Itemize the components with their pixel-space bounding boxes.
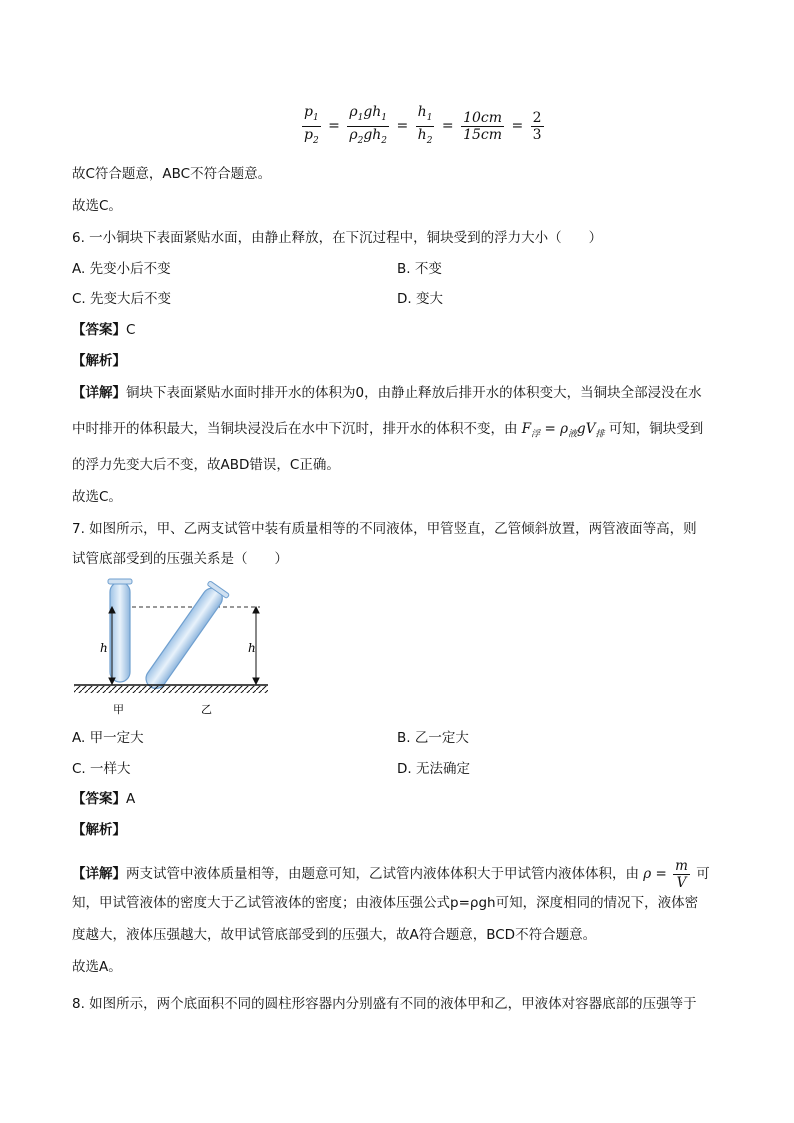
q7-detail-line-1: 【详解】两支试管中液体质量相等，由题意可知，乙试管内液体体积大于甲试管内液体体积，由 ρ = $\frac{m}{V}$ 可 <box>72 858 710 891</box>
fraction-2-3: $\frac{2}{3}$ <box>532 109 542 143</box>
answer-value: C <box>126 322 136 338</box>
q6-conclusion: 故选C。 <box>72 489 122 505</box>
q6-stem: 6. 一小铜块下表面紧贴水面，由静止释放，在下沉过程中，铜块受到的浮力大小（ ） <box>72 230 603 246</box>
pressure-ratio-formula: $\frac{p_1}{p_2}$ = $\frac{\rho_1gh_1}{\rho_2gh_2}$ = $\frac{h_1}{h_2}$ = $\frac{10cm}{15cm}$ = $\frac{2}{3}$ <box>300 104 546 149</box>
q7-option-b: B. 乙一定大 <box>397 730 469 746</box>
q6-detail-line-2: 中时排开的体积最大，当铜块浸没后在水中下沉时，排开水的体积不变，由 $F_浮 = \rho_液gV_排$ 可知，铜块受到 <box>72 421 704 440</box>
label-jia: 甲 <box>113 703 124 716</box>
q7-detail-line-2: 知，甲试管液体的密度大于乙试管液体的密度；由液体压强公式p=ρgh可知，深度相同的情况下，液体密 <box>72 895 699 911</box>
fraction-h1-h2: $\frac{h_1}{h_2}$ <box>417 104 433 146</box>
q5-conclusion-line: 故C符合题意，ABC不符合题意。 <box>72 166 272 182</box>
q5-choice-line: 故选C。 <box>72 198 122 214</box>
q7-option-c: C. 一样大 <box>72 761 131 777</box>
answer-tag: 【答案】 <box>72 791 126 807</box>
q7-answer-line <box>72 790 135 808</box>
answer-value: A <box>126 791 136 807</box>
q6-analysis-tag: 【解析】 <box>72 353 126 369</box>
q7-stem-line-2: 试管底部受到的压强关系是（ ） <box>72 551 288 567</box>
left-h-label: h <box>100 641 108 655</box>
density-formula: ρ = $\frac{m}{V}$ <box>643 858 688 891</box>
q8-stem-line-1: 8. 如图所示，两个底面积不同的圆柱形容器内分别盛有不同的液体甲和乙，甲液体对容器底部的压强等于 <box>72 996 697 1012</box>
q7-option-d: D. 无法确定 <box>397 761 470 777</box>
q6-option-b: B. 不变 <box>397 261 442 277</box>
tube-yi <box>140 581 229 694</box>
answer-tag: 【答案】 <box>72 322 126 338</box>
ground-hatch <box>74 686 268 693</box>
q6-option-d: D. 变大 <box>397 291 443 307</box>
detail-tag: 【详解】 <box>72 866 126 882</box>
fraction-rho-g-h: $\frac{\rho_1gh_1}{\rho_2gh_2}$ <box>349 104 388 146</box>
fraction-10cm-15cm: $\frac{10cm}{15cm}$ <box>463 109 503 143</box>
q7-conclusion: 故选A。 <box>72 959 122 975</box>
q6-detail-line-3: 的浮力先变大后不变，故ABD错误，C正确。 <box>72 457 340 473</box>
q7-analysis-tag: 【解析】 <box>72 822 126 838</box>
buoyancy-formula: $F_浮 = \rho_液gV_排$ <box>521 421 605 440</box>
label-yi: 乙 <box>201 703 212 716</box>
fraction-p1-p2: $\frac{p_1}{p_2}$ <box>304 104 319 146</box>
test-tubes-figure <box>70 576 280 721</box>
detail-tag: 【详解】 <box>72 385 126 401</box>
q6-detail-line-1: 【详解】铜块下表面紧贴水面时排开水的体积为0，由静止释放后排开水的体积变大，当铜块全部浸没在水 <box>72 385 702 401</box>
q7-option-a: A. 甲一定大 <box>72 730 144 746</box>
q7-detail-line-3: 度越大，液体压强越大，故甲试管底部受到的压强大，故A符合题意，BCD不符合题意。 <box>72 927 597 943</box>
q6-option-c: C. 先变大后不变 <box>72 291 172 307</box>
q7-stem-line-1: 7. 如图所示，甲、乙两支试管中装有质量相等的不同液体，甲管竖直，乙管倾斜放置，两管液面等高，则 <box>72 521 697 537</box>
right-h-label: h <box>248 641 256 655</box>
q6-option-a: A. 先变小后不变 <box>72 261 171 277</box>
q6-answer-line <box>72 321 135 339</box>
